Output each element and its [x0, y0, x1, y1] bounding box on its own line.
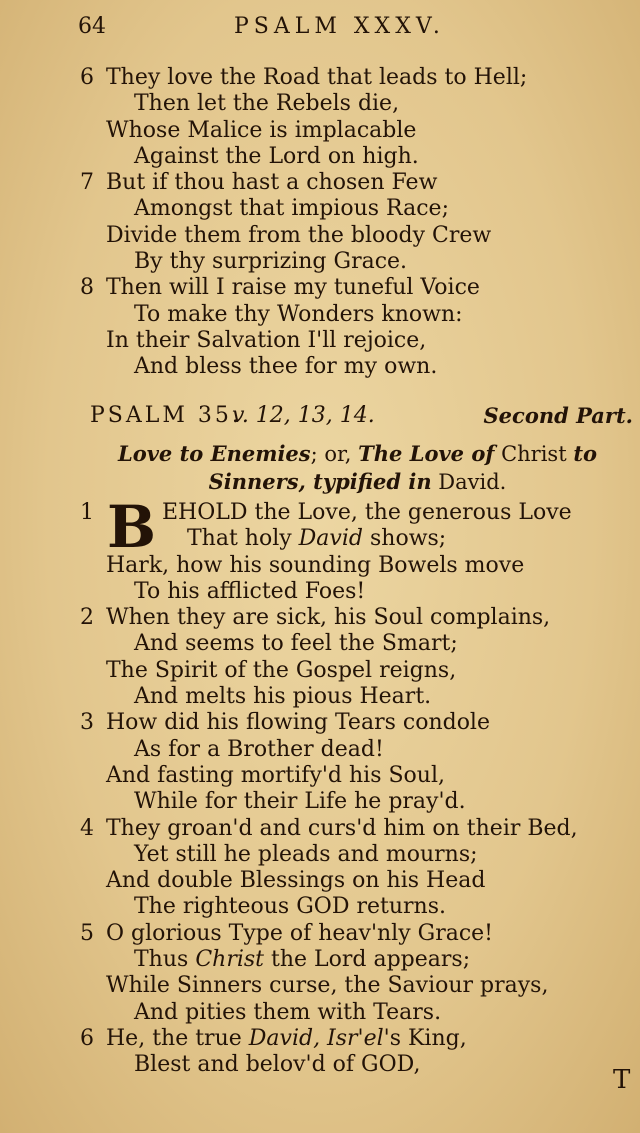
stanza	[80, 65, 635, 170]
stanza-number: 6	[80, 1025, 94, 1051]
subtitle-part: to	[573, 441, 598, 466]
verse-line: The Spirit of the Gospel reigns,	[106, 657, 457, 683]
heading-psalm: PSALM 35.	[90, 403, 242, 428]
verse-line: And double Blessings on his Head	[106, 868, 486, 894]
verse-line: To make thy Wonders known:	[134, 301, 463, 327]
subtitle-part: Sinners, typified in	[208, 469, 432, 494]
verse-line: When they are sick, his Soul complains,	[106, 605, 551, 631]
verse-line: The righteous GOD returns.	[134, 894, 446, 920]
catchword: T	[613, 1065, 631, 1095]
stanza	[80, 710, 635, 815]
stanza	[80, 921, 635, 1026]
subtitle-part: Love to Enemies	[117, 441, 311, 466]
verse-line	[187, 526, 446, 552]
verse-line: In their Salvation I'll rejoice,	[106, 327, 427, 353]
subtitle-part: Christ	[501, 442, 567, 466]
verse-line: Amongst that impious Race;	[134, 196, 449, 222]
heading-part: Second Part.	[483, 403, 633, 428]
section-subtitle	[80, 440, 635, 496]
verse-line: But if thou hast a chosen Few	[106, 170, 438, 196]
second-section	[80, 493, 635, 1079]
stanza-number: 6	[80, 65, 94, 90]
first-section	[80, 65, 635, 381]
verse-line: And melts his pious Heart.	[134, 684, 432, 710]
verse-line: How did his flowing Tears condole	[106, 710, 490, 736]
verse-line: Hark, how his sounding Bowels move	[106, 552, 525, 578]
verse-line: Yet still he pleads and mourns;	[134, 841, 478, 867]
verse-line: EHOLD the Love, the generous Love	[162, 500, 572, 525]
verse-part: That holy	[187, 526, 292, 552]
heading-verses	[232, 403, 375, 428]
stanza	[80, 816, 635, 921]
verse-line: And seems to feel the Smart;	[134, 631, 458, 657]
verse-line: And pities them with Tears.	[134, 999, 442, 1025]
verse-part: shows;	[369, 526, 447, 552]
section-heading	[90, 403, 635, 433]
verse-line: To his afflicted Foes!	[134, 578, 366, 604]
page-number: 64	[78, 14, 106, 39]
verse-line: They groan'd and curs'd him on their Bed,	[106, 815, 578, 841]
verse-line: They love the Road that leads to Hell;	[106, 65, 528, 90]
verse-line: Then will I raise my tuneful Voice	[106, 275, 480, 301]
stanza-number: 2	[80, 605, 94, 631]
verse-line: While for their Life he pray'd.	[134, 789, 466, 815]
verse-line: O glorious Type of heav'nly Grace!	[106, 920, 494, 946]
verse-part: He, the true	[106, 1025, 242, 1051]
verse-part: David, Isr'el	[248, 1025, 384, 1051]
stanza	[80, 170, 635, 275]
verse-line: While Sinners curse, the Saviour prays,	[106, 973, 549, 999]
verse-part: Thus	[134, 947, 189, 973]
subtitle-part: The Love of	[358, 441, 495, 466]
stanza-number: 7	[80, 170, 94, 196]
stanza	[80, 605, 635, 710]
verse-line	[106, 1026, 467, 1052]
drop-cap: B	[107, 493, 157, 561]
verse-line: As for a Brother dead!	[134, 736, 384, 762]
stanza	[80, 275, 635, 380]
running-title: PSALM XXXV.	[234, 14, 445, 39]
verse-line	[134, 947, 470, 973]
verse-line: Whose Malice is implacable	[106, 117, 417, 143]
subtitle-part: ; or,	[310, 442, 352, 466]
verse-line: Divide them from the bloody Crew	[106, 222, 492, 248]
verse-line: And fasting mortify'd his Soul,	[106, 762, 446, 788]
heading-verses-text: v. 12, 13, 14.	[232, 403, 375, 428]
verse-line: Against the Lord on high.	[134, 143, 419, 169]
stanza-number: 5	[80, 920, 94, 946]
stanza	[80, 1026, 635, 1079]
verse-line: By thy surprizing Grace.	[134, 249, 408, 275]
verse-part: the Lord appears;	[271, 947, 471, 973]
verse-line: And bless thee for my own.	[134, 354, 438, 380]
stanza	[80, 493, 635, 605]
stanza-number: 1	[80, 500, 94, 525]
verse-line: Then let the Rebels die,	[134, 91, 400, 117]
page-header	[78, 14, 638, 48]
stanza-number: 8	[80, 275, 94, 301]
stanza-number: 4	[80, 815, 94, 841]
verse-line: Blest and belov'd of GOD,	[134, 1052, 421, 1078]
subtitle-part: David.	[438, 470, 507, 494]
verse-part: Christ	[195, 947, 264, 973]
verse-part: David	[298, 526, 363, 552]
verse-part: 's King,	[383, 1025, 467, 1051]
stanza-number: 3	[80, 710, 94, 736]
